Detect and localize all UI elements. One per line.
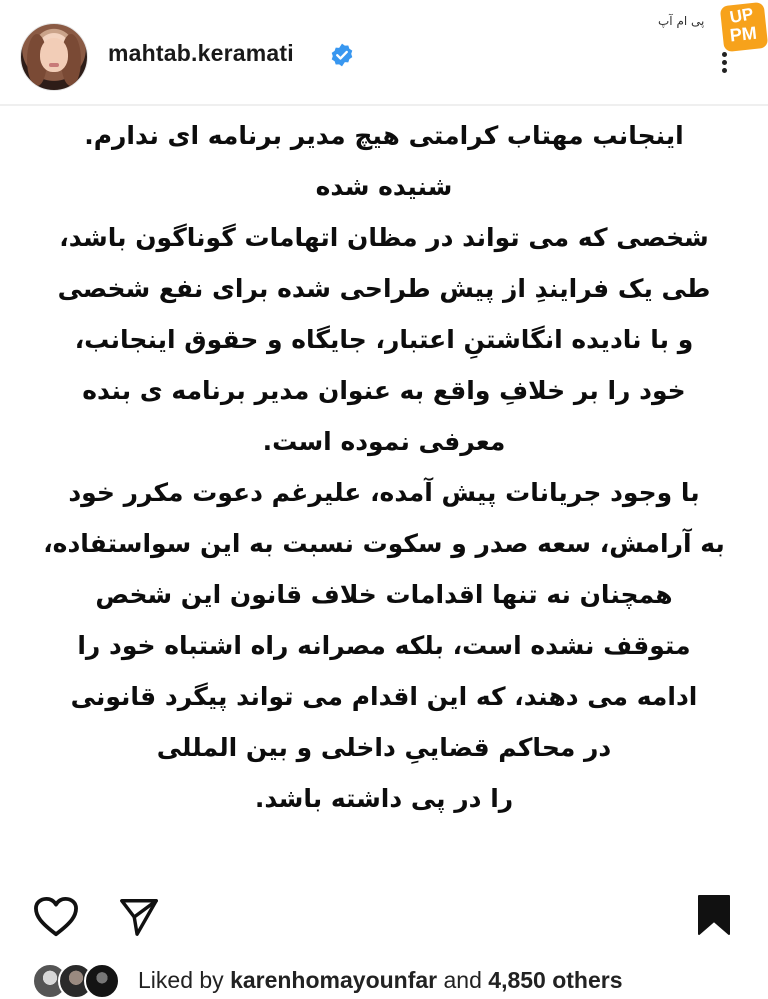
verified-badge-icon: [329, 42, 355, 68]
bookmark-filled-icon[interactable]: [697, 894, 731, 936]
watermark-text: پی ام آپ: [658, 14, 705, 28]
avatar-lips: [49, 63, 59, 67]
post-text-line: شنیده شده: [315, 172, 453, 201]
more-dot-icon: [722, 60, 727, 65]
likes-row: [0, 956, 768, 996]
header-divider: [0, 104, 768, 106]
post-text-line: خود را بر خلافِ واقع به عنوان مدیر برنامه ی بنده: [82, 376, 686, 405]
watermark-badge: [720, 2, 768, 52]
post-text-image: [30, 110, 738, 824]
more-options-button[interactable]: [718, 52, 730, 70]
post-text-line: معرفی نموده است.: [262, 427, 506, 456]
likes-count-link[interactable]: 4,850 others: [488, 967, 623, 993]
post-text-line: با وجود جریانات پیش آمده، علیرغم دعوت مکرر خود: [68, 478, 700, 507]
likes-summary[interactable]: [138, 967, 623, 994]
profile-avatar[interactable]: [20, 23, 88, 91]
post-actions-bar: [0, 880, 768, 950]
post-text-line: ادامه می دهند، که این اقدام می تواند پیگرد قانونی: [70, 682, 698, 711]
post-text-line: و با نادیده انگاشتنِ اعتبار، جایگاه و حقوق اینجانب،: [74, 325, 694, 354]
heart-outline-icon[interactable]: [33, 896, 79, 938]
post-text-line: طی یک فرایندِ از پیش طراحی شده برای نفع شخصی: [57, 274, 711, 303]
post-text-line: اینجانب مهتاب کرامتی هیچ مدیر برنامه ای ندارم.: [84, 121, 684, 150]
post-text-line: را در پی داشته باشد.: [254, 784, 514, 813]
likes-user-link[interactable]: karenhomayounfar: [230, 967, 438, 993]
likes-prefix: Liked by: [138, 967, 224, 993]
liker-avatar[interactable]: [84, 963, 120, 999]
paper-plane-icon[interactable]: [118, 896, 160, 938]
watermark-badge-top: UP: [728, 4, 755, 28]
post-text-line: متوقف نشده است، بلکه مصرانه راه اشتباه خود را: [77, 631, 691, 660]
post-header: [0, 0, 768, 104]
username-link[interactable]: mahtab.keramati: [108, 40, 294, 66]
post-text-line: شخصی که می تواند در مظان اتهامات گوناگون باشد،: [59, 223, 709, 252]
likes-middle: and: [443, 967, 482, 993]
more-dot-icon: [722, 52, 727, 57]
post-text-line: به آرامش، سعه صدر و سکوت نسبت به این سواستفاده،: [43, 529, 725, 558]
post-text-line: همچنان نه تنها اقدامات خلاف قانون این شخص: [95, 580, 673, 609]
post-text-line: در محاکم قضاییِ داخلی و بین المللی: [156, 733, 612, 762]
watermark-badge-bottom: PM: [728, 22, 758, 46]
more-dot-icon: [722, 68, 727, 73]
